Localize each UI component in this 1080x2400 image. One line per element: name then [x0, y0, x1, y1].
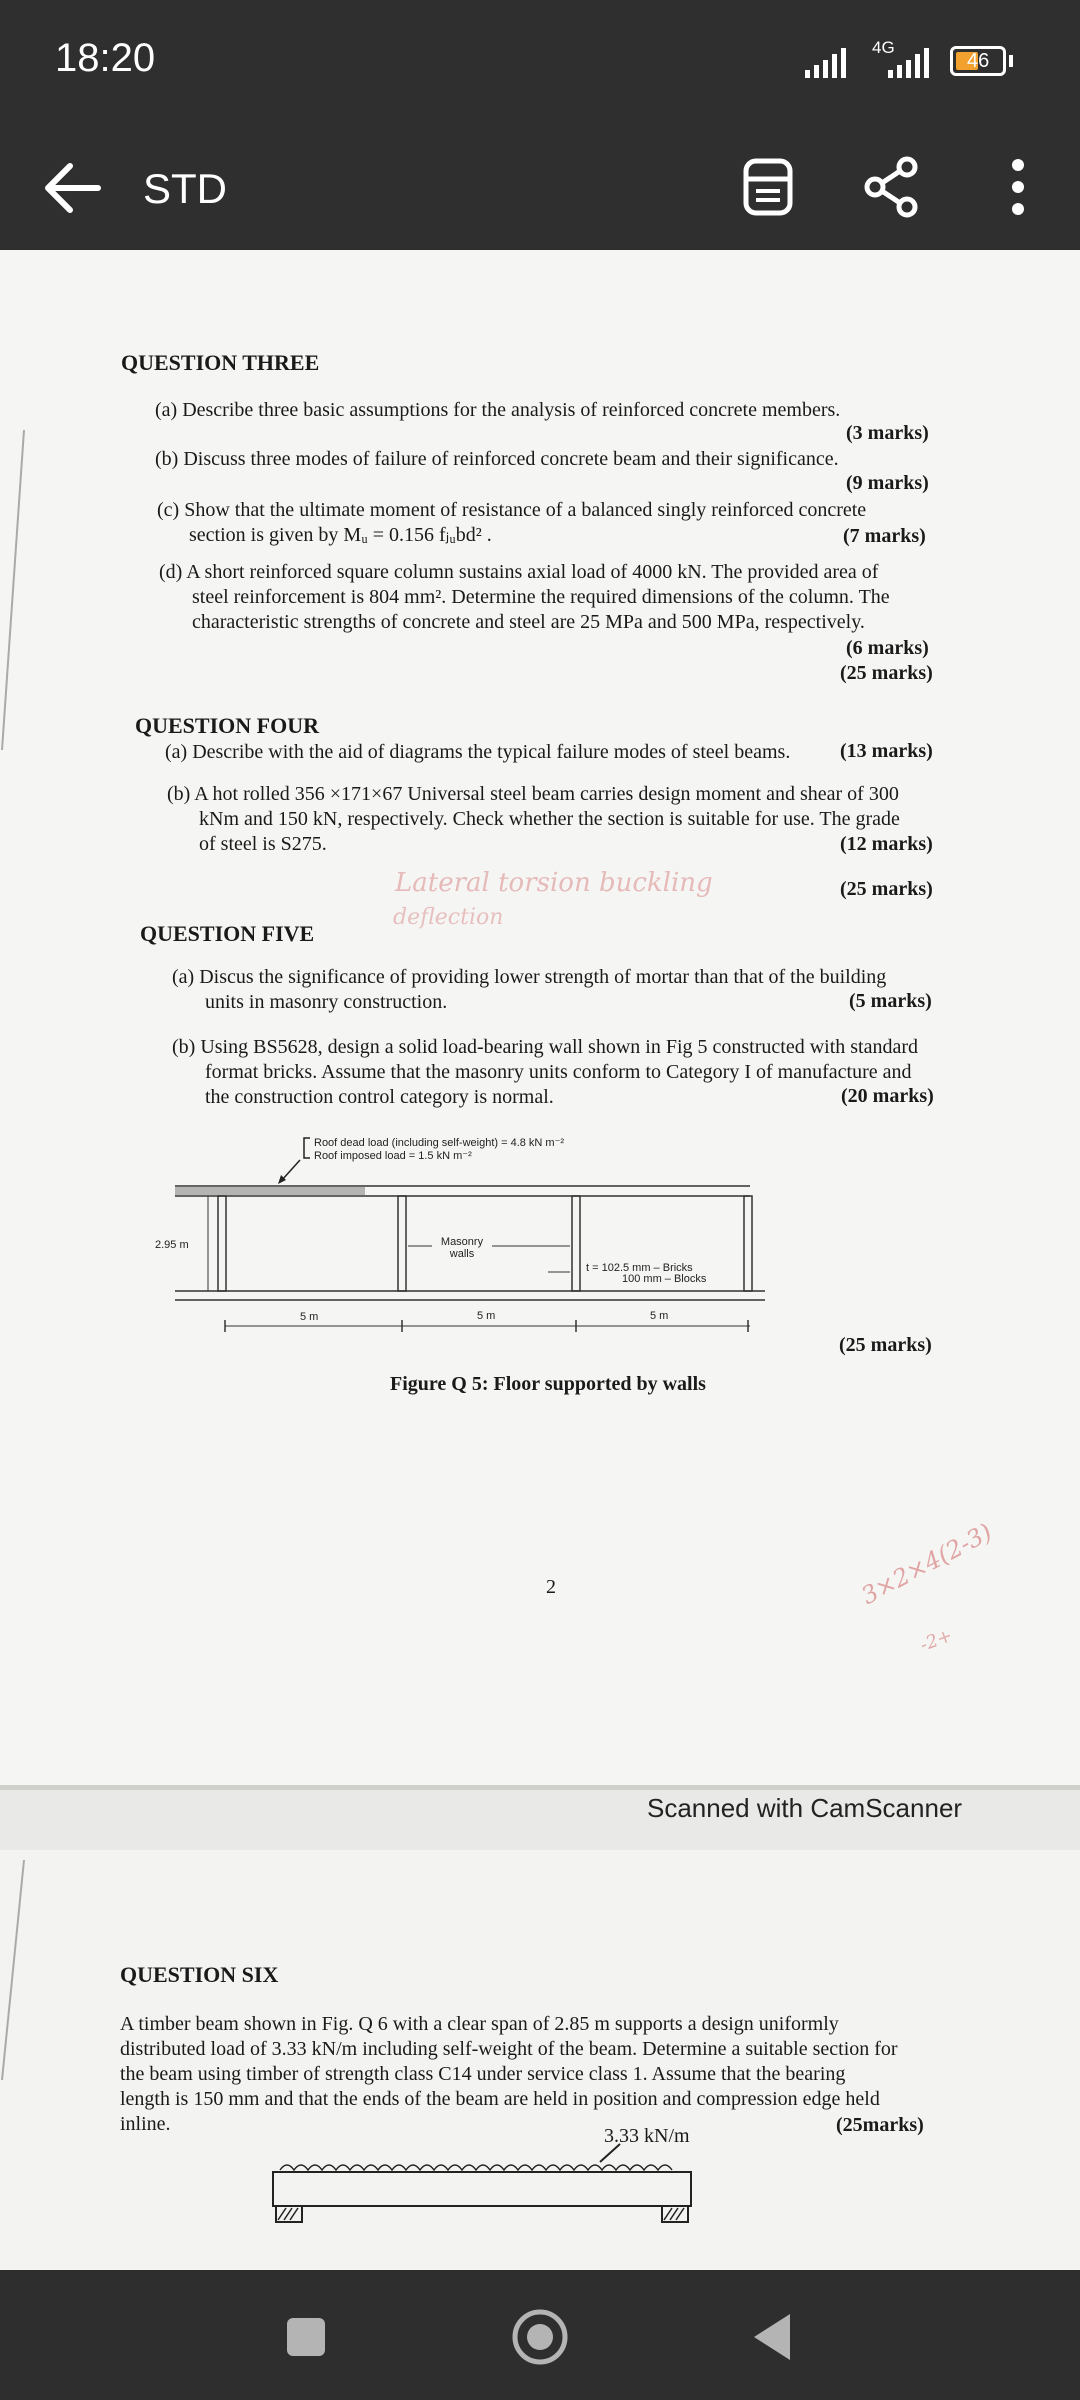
q5-a-marks: (5 marks) [849, 990, 932, 1012]
more-options-icon[interactable] [982, 151, 1054, 223]
q6-line1: A timber beam shown in Fig. Q 6 with a clear span of 2.85 m supports a design uniformly [120, 2013, 839, 2035]
battery-icon [950, 46, 1006, 76]
handwritten-note-4: -2+ [917, 1625, 956, 1656]
share-icon[interactable] [857, 151, 929, 223]
status-time: 18:20 [55, 36, 156, 80]
q3-part-d-line1: (d) A short reinforced square column sustains axial load of 4000 kN. The provided area of [159, 561, 879, 583]
fig-span-1: 5 m [300, 1311, 319, 1323]
document-title: STD [143, 165, 227, 212]
document-page-2 [0, 1850, 1080, 2270]
q3-c-marks: (7 marks) [843, 525, 926, 547]
q5-part-b-line1: (b) Using BS5628, design a solid load-bearing wall shown in Fig 5 constructed with standard [172, 1036, 919, 1058]
fig-span-2: 5 m [477, 1310, 496, 1322]
q4-part-a: (a) Describe with the aid of diagrams the typical failure modes of steel beams. [165, 741, 791, 763]
question-three-heading: QUESTION THREE [121, 350, 320, 375]
signal-icon-2 [868, 48, 932, 78]
figure-q6-beam [270, 2140, 710, 2270]
q4-b-marks: (12 marks) [840, 833, 933, 855]
back-nav-button[interactable] [750, 2312, 794, 2362]
q3-total-marks: (25 marks) [840, 662, 933, 684]
q4-total-marks: (25 marks) [840, 878, 933, 900]
battery-level: 46 [967, 50, 990, 72]
q6-line3: the beam using timber of strength class C14 under service class 1. Assume that the bearing [120, 2063, 846, 2085]
fig-load-imposed: Roof imposed load = 1.5 kN m⁻² [314, 1150, 472, 1162]
q3-part-a: (a) Describe three basic assumptions for the analysis of reinforced concrete members. [155, 399, 841, 421]
q5-part-a-line2: units in masonry construction. [205, 991, 448, 1013]
network-type: 4G [872, 38, 895, 57]
q6-line4: length is 150 mm and that the ends of the beam are held in position and compression edge held [120, 2088, 880, 2110]
handwritten-note-3: 3×2×4(2-3) [856, 1517, 997, 1611]
question-six-heading: QUESTION SIX [120, 1962, 279, 1987]
q3-b-marks: (9 marks) [846, 472, 929, 494]
print-icon[interactable] [732, 151, 804, 223]
camscanner-watermark: Scanned with CamScanner [647, 1793, 963, 1823]
page-bottom-edge [0, 1785, 1080, 1790]
q3-part-c-line1: (c) Show that the ultimate moment of resistance of a balanced singly reinforced concrete [157, 499, 867, 521]
q6-load-label: 3.33 kN/m [604, 2125, 690, 2147]
document-viewer[interactable] [0, 250, 1080, 2270]
figure-q5-caption: Figure Q 5: Floor supported by walls [390, 1373, 706, 1395]
handwritten-note-1: Lateral torsion buckling [395, 868, 713, 898]
q3-part-c-line2: section is given by Mᵤ = 0.156 fⱼᵤbd² . [189, 524, 492, 546]
fig-thickness-1: t = 102.5 mm – Bricks [586, 1262, 693, 1274]
q3-part-b: (b) Discuss three modes of failure of reinforced concrete beam and their significance. [155, 448, 839, 470]
back-arrow-icon[interactable] [36, 153, 106, 223]
q5-part-b-line2: format bricks. Assume that the masonry units conform to Category I of manufacture and [205, 1061, 912, 1083]
q5-part-b-line3: the construction control category is normal. [205, 1086, 554, 1108]
signal-icon [805, 48, 853, 78]
q6-marks: (25marks) [836, 2114, 924, 2136]
page-2-edge-shadow [0, 1860, 30, 2090]
q6-line2: distributed load of 3.33 kN/m including self-weight of the beam. Determine a suitable section for [120, 2038, 898, 2060]
q4-part-b-line2: kNm and 150 kN, respectively. Check whether the section is suitable for use. The grade [199, 808, 900, 830]
fig-masonry-2: walls [449, 1248, 475, 1260]
q5-total-marks: (25 marks) [839, 1334, 932, 1356]
battery-tip [1009, 55, 1013, 67]
page-number: 2 [546, 1576, 556, 1598]
q3-part-d-line2: steel reinforcement is 804 mm². Determine the required dimensions of the column. The [192, 586, 890, 608]
document-page-1 [0, 250, 1080, 1823]
fig-height: 2.95 m [155, 1239, 189, 1251]
page-edge-shadow [0, 430, 30, 770]
q3-part-d-line3: characteristic strengths of concrete and steel are 25 MPa and 500 MPa, respectively. [192, 611, 865, 633]
q6-line5: inline. [120, 2113, 171, 2135]
figure-q5-diagram [150, 1130, 780, 1350]
q4-a-marks: (13 marks) [840, 740, 933, 762]
home-button[interactable] [510, 2307, 570, 2367]
fig-thickness-2: 100 mm – Blocks [622, 1273, 707, 1285]
q4-part-b-line3: of steel is S275. [199, 833, 327, 855]
question-four-heading: QUESTION FOUR [135, 713, 319, 738]
q3-a-marks: (3 marks) [846, 422, 929, 444]
fig-span-3: 5 m [650, 1310, 669, 1322]
fig-load-dead: Roof dead load (including self-weight) = 4.8 kN m⁻² [314, 1137, 565, 1149]
q4-part-b-line1: (b) A hot rolled 356 ×171×67 Universal steel beam carries design moment and shear of 300 [167, 783, 899, 805]
app-bar [0, 125, 1080, 250]
handwritten-note-2: deflection [393, 905, 504, 930]
status-bar [0, 0, 1080, 125]
question-five-heading: QUESTION FIVE [140, 921, 315, 946]
q5-part-a-line1: (a) Discus the significance of providing lower strength of mortar than that of the building [172, 966, 887, 988]
fig-masonry-1: Masonry [440, 1236, 484, 1248]
q5-b-marks: (20 marks) [841, 1085, 934, 1107]
q3-d-marks: (6 marks) [846, 637, 929, 659]
navigation-bar [0, 2270, 1080, 2400]
recent-apps-button[interactable] [287, 2318, 325, 2356]
